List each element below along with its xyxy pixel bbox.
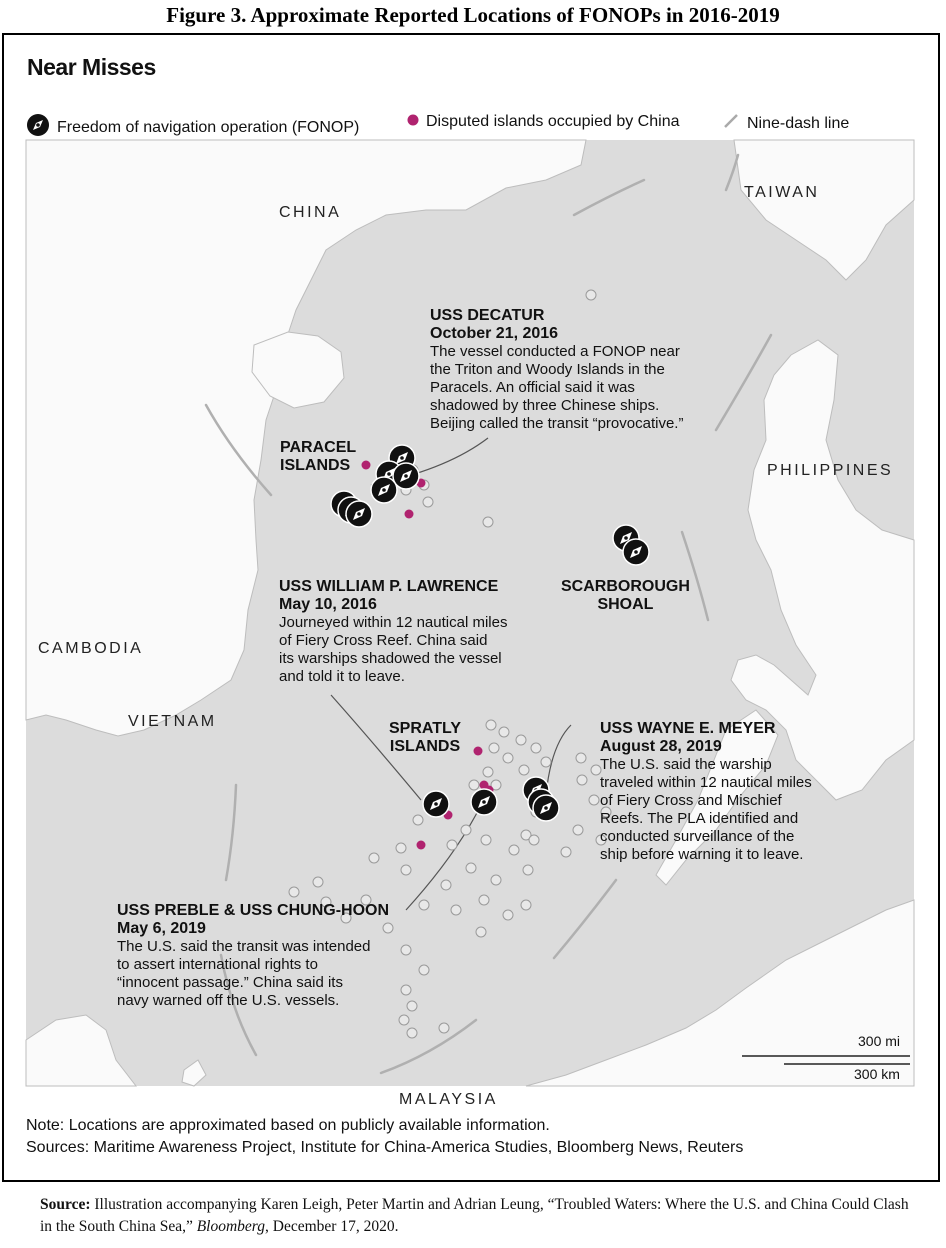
scale-mi-label: 300 mi xyxy=(858,1033,901,1049)
fonop-markers-scarborough xyxy=(613,525,649,565)
label-cambodia: CAMBODIA xyxy=(38,640,144,657)
dash-line-icon xyxy=(722,113,740,134)
label-malaysia: MALAYSIA xyxy=(399,1091,498,1108)
legend-fonop-label: Freedom of navigation operation (FONOP) xyxy=(57,118,360,136)
figure-frame xyxy=(2,33,940,1182)
label-vietnam: VIETNAM xyxy=(128,713,217,730)
label-paracel-islands: PARACEL ISLANDS xyxy=(280,439,357,474)
scale-km-label: 300 km xyxy=(854,1066,900,1082)
sources-text: Sources: Maritime Awareness Project, Institute for China-America Studies, Bloomberg News, Reuters xyxy=(26,1139,744,1156)
legend-dash-label: Nine-dash line xyxy=(747,114,850,132)
malay-peninsula-land xyxy=(26,1015,136,1086)
map-title: Near Misses xyxy=(27,54,156,80)
legend-dash xyxy=(722,113,849,134)
source-caption xyxy=(40,1194,920,1238)
legend-fonop xyxy=(26,113,359,142)
annotation-meyer: USS WAYNE E. MEYER August 28, 2019 The U.S. said the warship traveled within 12 nautical miles of Fiery Cross and Mischief Reefs. The PLA identified and conducted surveillance of the ship before warning it to leave. xyxy=(600,720,812,863)
legend-islands xyxy=(407,113,679,131)
source-publication: Bloomberg xyxy=(196,1218,266,1235)
fonop-icon xyxy=(26,113,50,142)
label-spratly-islands: SPRATLY ISLANDS xyxy=(389,720,462,755)
figure-title: Figure 3. Approximate Reported Locations of FONOPs in 2016-2019 xyxy=(166,3,780,27)
magenta-dot-icon xyxy=(407,113,419,131)
label-taiwan: TAIWAN xyxy=(744,184,820,201)
notes xyxy=(26,1115,743,1159)
annotation-decatur: USS DECATUR October 21, 2016 The vessel conducted a FONOP near the Triton and Woody Islands in the Paracels. An official said it was shadowed by three Chinese ships. Beijing called the transit “provocative.” xyxy=(430,307,684,432)
taiwan-land xyxy=(734,140,914,280)
source-label: Source: xyxy=(40,1196,91,1213)
annotation-lawrence: USS WILLIAM P. LAWRENCE May 10, 2016 Journeyed within 12 nautical miles of Fiery Cross Reef. China said its warships shadowed the vessel and told it to leave. xyxy=(279,578,508,685)
annotation-preble: USS PREBLE & USS CHUNG-HOON May 6, 2019 The U.S. said the transit was intended to assert international rights to “innocent passage.” China said its navy warned off the U.S. vessels. xyxy=(117,902,390,1009)
label-philippines: PHILIPPINES xyxy=(767,462,894,479)
label-china: CHINA xyxy=(279,204,342,221)
note-text: Note: Locations are approximated based on publicly available information. xyxy=(26,1117,550,1134)
islet-land xyxy=(182,1060,206,1086)
borneo-land xyxy=(526,900,914,1086)
label-scarborough-shoal: SCARBOROUGH SHOAL xyxy=(561,578,690,613)
source-text-1: Illustration accompanying Karen Leigh, Peter Martin and Adrian Leung, “Troubled Waters: Where the U.S. and China Could Clash in the South China Sea,” xyxy=(40,1196,909,1235)
legend-islands-label: Disputed islands occupied by China xyxy=(426,113,680,130)
map xyxy=(26,140,914,1108)
source-text-2: , December 17, 2020. xyxy=(265,1218,399,1235)
